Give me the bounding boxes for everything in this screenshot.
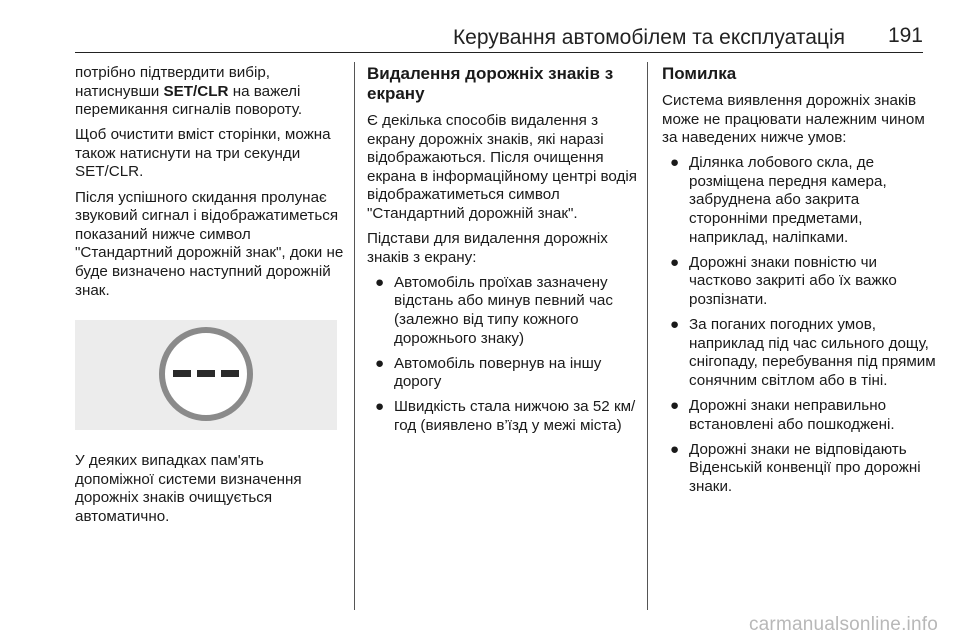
list-item: ● Дорожні знаки не відповідають Віденській конвенції про дорожні знаки. bbox=[670, 440, 921, 495]
list-item: ● Автомобіль повернув на іншу дорогу bbox=[375, 354, 602, 391]
standard-sign-illustration bbox=[75, 320, 337, 430]
watermark-text: carmanualsonline.info bbox=[748, 614, 938, 635]
removal-reasons-list bbox=[367, 274, 642, 436]
bullet-icon: ● bbox=[670, 253, 680, 271]
bullet-icon: ● bbox=[670, 396, 680, 414]
bullet-icon: ● bbox=[670, 440, 680, 458]
list-item: ● Автомобіль проїхав зазначену відстань або минув певний час (залежно від типу кожного дорожнього знаку) bbox=[375, 273, 613, 347]
list-item: ● Ділянка лобового скла, де розміщена передня камера, забруднена або закрита сторонніми предметами, наприклад, наліпками. bbox=[670, 154, 887, 246]
column-middle bbox=[367, 64, 642, 442]
paragraph-removal-reasons: Підстави для видалення дорожніх знаків з екрану: bbox=[367, 230, 608, 266]
section-heading-error: Помилка bbox=[662, 64, 737, 83]
paragraph-clear: Щоб очистити вміст сторінки, можна також натиснути на три секунди SET/CLR. bbox=[75, 126, 331, 181]
paragraph-reset: Після успішного скидання пролунає звуковий сигнал і відображатиметься показаний нижче символ "Стандартний дорожній знак", доки не буде визначено наступний дорожній знак. bbox=[75, 188, 344, 299]
error-conditions-list bbox=[662, 154, 937, 496]
bullet-icon: ● bbox=[670, 316, 680, 334]
paragraph-auto-clear: У деяких випадках пам'ять допоміжної системи визначення дорожніх знаків очищується автоматично. bbox=[75, 452, 302, 525]
column-divider-2 bbox=[647, 62, 648, 610]
list-item: ● Дорожні знаки неправильно встановлені або пошкоджені. bbox=[670, 396, 895, 433]
paragraph-removal-intro: Є декілька способів видалення з екрану дорожніх знаків, які наразі відображаються. Після очищення екрана в інформаційному центрі водія відображатиметься символ "Стандартний дорожній знак". bbox=[367, 112, 638, 222]
paragraph-confirm: потрібно підтвердити вибір, натиснувши SET/CLR на важелі перемикання сигналів повороту. bbox=[75, 64, 303, 119]
header-title: Керування автомобілем та експлуатація bbox=[452, 26, 845, 49]
page-header bbox=[75, 22, 923, 53]
list-item: ● Дорожні знаки повністю чи частково закриті або їх важко розпізнати. bbox=[670, 253, 897, 308]
bullet-icon: ● bbox=[375, 273, 385, 291]
bullet-icon: ● bbox=[670, 154, 680, 172]
set-clr-label: SET/CLR bbox=[163, 82, 229, 100]
bullet-icon: ● bbox=[375, 354, 385, 372]
list-item: ● За поганих погодних умов, наприклад під час сильного дощу, снігопаду, перебування під прямим сонячним світлом або в тіні. bbox=[670, 316, 936, 389]
column-left bbox=[75, 64, 345, 533]
standard-road-sign-icon bbox=[156, 324, 256, 424]
column-right bbox=[662, 64, 937, 503]
section-heading-removal: Видалення дорожніх знаків з екрану bbox=[367, 64, 614, 103]
column-divider-1 bbox=[354, 62, 355, 610]
bullet-icon: ● bbox=[375, 398, 385, 416]
paragraph-error-intro: Система виявлення дорожніх знаків може не працювати належним чином за наведених нижче умов: bbox=[662, 92, 925, 147]
page-number: 191 bbox=[887, 24, 923, 47]
list-item: ● Швидкість стала нижчою за 52 км/год (виявлено в’їзд у межі міста) bbox=[375, 398, 636, 434]
